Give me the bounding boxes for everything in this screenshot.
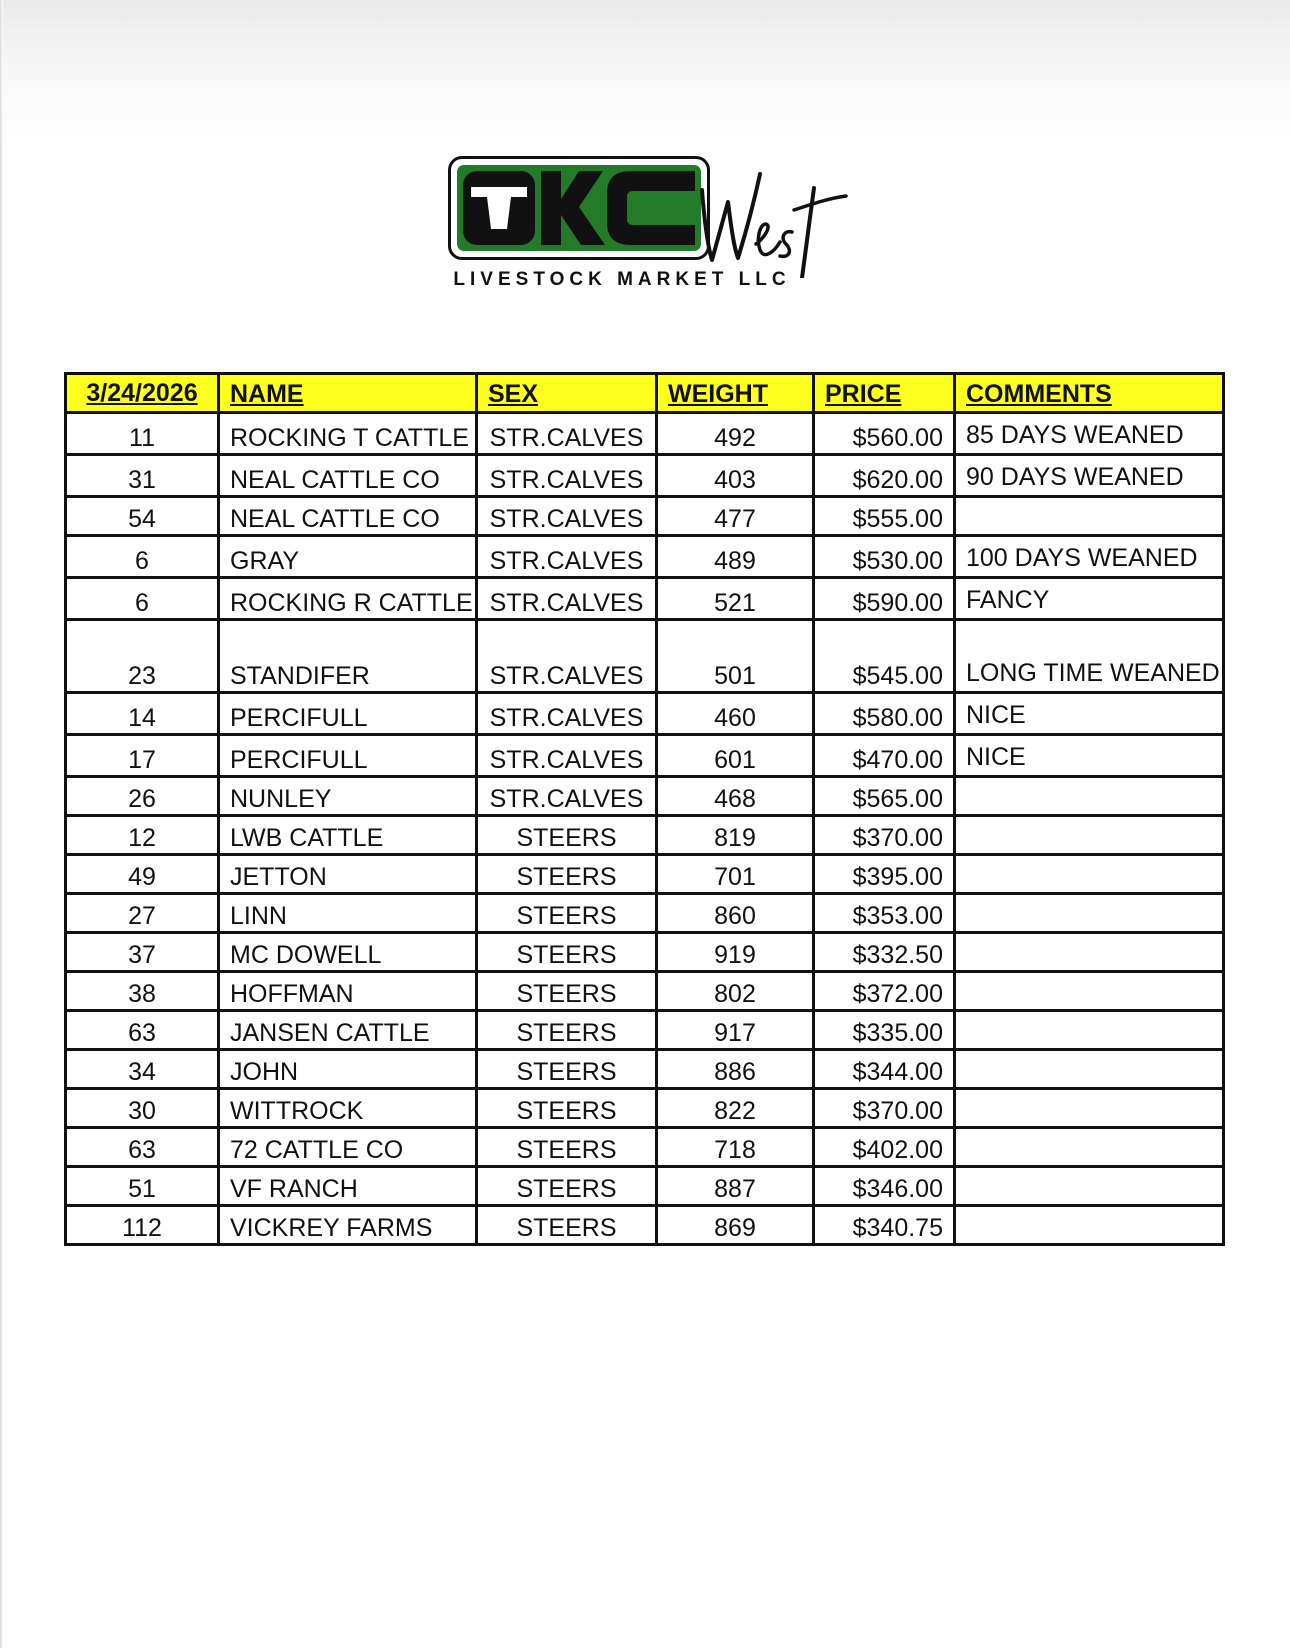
top-shadow — [0, 0, 1290, 140]
weight-cell: 919 — [657, 933, 814, 972]
table-row — [66, 1206, 1224, 1245]
sex-cell: STEERS — [477, 933, 657, 972]
sex-cell: STEERS — [477, 1167, 657, 1206]
weight-cell: 718 — [657, 1128, 814, 1167]
name-cell: NEAL CATTLE CO — [219, 497, 477, 536]
sex-cell: STR.CALVES — [477, 536, 657, 578]
name-cell: HOFFMAN — [219, 972, 477, 1011]
lot-cell: 6 — [66, 536, 219, 578]
comment-cell — [955, 894, 1224, 933]
name-cell: JANSEN CATTLE — [219, 1011, 477, 1050]
weight-cell: 468 — [657, 777, 814, 816]
table-row — [66, 536, 1224, 578]
weight-cell: 860 — [657, 894, 814, 933]
name-cell: WITTROCK — [219, 1089, 477, 1128]
table-row — [66, 777, 1224, 816]
name-cell: GRAY — [219, 536, 477, 578]
price-cell: $470.00 — [814, 735, 955, 777]
table-row — [66, 933, 1224, 972]
sex-cell: STEERS — [477, 972, 657, 1011]
weight-cell: 887 — [657, 1167, 814, 1206]
lot-cell: 11 — [66, 413, 219, 455]
sex-cell: STR.CALVES — [477, 620, 657, 693]
comment-cell: 85 DAYS WEANED — [955, 413, 1224, 455]
comment-cell — [955, 497, 1224, 536]
header-name: NAME — [219, 374, 477, 413]
sex-cell: STR.CALVES — [477, 497, 657, 536]
table-row — [66, 816, 1224, 855]
price-cell: $530.00 — [814, 536, 955, 578]
table-row — [66, 894, 1224, 933]
sex-cell: STR.CALVES — [477, 735, 657, 777]
table-row — [66, 620, 1224, 693]
weight-cell: 501 — [657, 620, 814, 693]
lot-cell: 17 — [66, 735, 219, 777]
comment-cell — [955, 972, 1224, 1011]
price-cell: $565.00 — [814, 777, 955, 816]
sex-cell: STR.CALVES — [477, 578, 657, 620]
logo-west-script-icon — [698, 168, 848, 278]
table-row — [66, 1011, 1224, 1050]
header-weight: WEIGHT — [657, 374, 814, 413]
name-cell: NUNLEY — [219, 777, 477, 816]
comment-cell: NICE — [955, 693, 1224, 735]
comment-cell: LONG TIME WEANED — [955, 620, 1224, 693]
logo-badge — [448, 156, 710, 260]
table-row — [66, 1050, 1224, 1089]
sex-cell: STEERS — [477, 1050, 657, 1089]
logo-tagline: LIVESTOCK MARKET LLC — [453, 269, 791, 290]
header-date: 3/24/2026 — [66, 374, 219, 413]
weight-cell: 819 — [657, 816, 814, 855]
name-cell: PERCIFULL — [219, 735, 477, 777]
lot-cell: 12 — [66, 816, 219, 855]
sex-cell: STR.CALVES — [477, 455, 657, 497]
price-cell: $372.00 — [814, 972, 955, 1011]
table-body — [66, 413, 1224, 1245]
header-sex: SEX — [477, 374, 657, 413]
comment-cell: NICE — [955, 735, 1224, 777]
comment-cell: 90 DAYS WEANED — [955, 455, 1224, 497]
sex-cell: STEERS — [477, 1206, 657, 1245]
sex-cell: STR.CALVES — [477, 693, 657, 735]
comment-cell — [955, 855, 1224, 894]
weight-cell: 403 — [657, 455, 814, 497]
lot-cell: 27 — [66, 894, 219, 933]
price-cell: $332.50 — [814, 933, 955, 972]
comment-cell — [955, 1167, 1224, 1206]
table-header — [66, 374, 1224, 413]
comment-cell — [955, 1206, 1224, 1245]
weight-cell: 460 — [657, 693, 814, 735]
name-cell: LWB CATTLE — [219, 816, 477, 855]
price-cell: $402.00 — [814, 1128, 955, 1167]
header-comments: COMMENTS — [955, 374, 1224, 413]
price-cell: $620.00 — [814, 455, 955, 497]
comment-cell — [955, 1089, 1224, 1128]
price-cell: $353.00 — [814, 894, 955, 933]
comment-cell — [955, 1011, 1224, 1050]
lot-cell: 6 — [66, 578, 219, 620]
okc-west-logo — [446, 154, 846, 296]
table-row — [66, 1128, 1224, 1167]
weight-cell: 489 — [657, 536, 814, 578]
logo-green-panel — [457, 165, 701, 251]
lot-cell: 23 — [66, 620, 219, 693]
price-cell: $335.00 — [814, 1011, 955, 1050]
sex-cell: STEERS — [477, 816, 657, 855]
sex-cell: STR.CALVES — [477, 413, 657, 455]
weight-cell: 917 — [657, 1011, 814, 1050]
comment-cell — [955, 777, 1224, 816]
price-cell: $580.00 — [814, 693, 955, 735]
sex-cell: STR.CALVES — [477, 777, 657, 816]
sex-cell: STEERS — [477, 894, 657, 933]
name-cell: ROCKING R CATTLE — [219, 578, 477, 620]
price-cell: $555.00 — [814, 497, 955, 536]
sale-results-table — [64, 372, 1225, 1246]
comment-cell — [955, 1050, 1224, 1089]
price-cell: $370.00 — [814, 1089, 955, 1128]
name-cell: VF RANCH — [219, 1167, 477, 1206]
price-cell: $346.00 — [814, 1167, 955, 1206]
lot-cell: 30 — [66, 1089, 219, 1128]
sex-cell: STEERS — [477, 1128, 657, 1167]
sex-cell: STEERS — [477, 1089, 657, 1128]
price-cell: $545.00 — [814, 620, 955, 693]
table-row — [66, 735, 1224, 777]
name-cell: STANDIFER — [219, 620, 477, 693]
table-row — [66, 455, 1224, 497]
table-row — [66, 855, 1224, 894]
name-cell: 72 CATTLE CO — [219, 1128, 477, 1167]
name-cell: JOHN — [219, 1050, 477, 1089]
weight-cell: 521 — [657, 578, 814, 620]
comment-cell: FANCY — [955, 578, 1224, 620]
comment-cell — [955, 933, 1224, 972]
name-cell: MC DOWELL — [219, 933, 477, 972]
lot-cell: 31 — [66, 455, 219, 497]
lot-cell: 63 — [66, 1011, 219, 1050]
table-row — [66, 1167, 1224, 1206]
table-row — [66, 497, 1224, 536]
lot-cell: 49 — [66, 855, 219, 894]
price-cell: $344.00 — [814, 1050, 955, 1089]
sex-cell: STEERS — [477, 855, 657, 894]
weight-cell: 886 — [657, 1050, 814, 1089]
table-row — [66, 1089, 1224, 1128]
price-cell: $370.00 — [814, 816, 955, 855]
comment-cell: 100 DAYS WEANED — [955, 536, 1224, 578]
lot-cell: 112 — [66, 1206, 219, 1245]
lot-cell: 14 — [66, 693, 219, 735]
price-cell: $590.00 — [814, 578, 955, 620]
sex-cell: STEERS — [477, 1011, 657, 1050]
table-row — [66, 413, 1224, 455]
lot-cell: 51 — [66, 1167, 219, 1206]
table-row — [66, 693, 1224, 735]
page-edge — [0, 0, 3, 1648]
weight-cell: 601 — [657, 735, 814, 777]
name-cell: JETTON — [219, 855, 477, 894]
lot-cell: 26 — [66, 777, 219, 816]
weight-cell: 477 — [657, 497, 814, 536]
weight-cell: 869 — [657, 1206, 814, 1245]
header-row — [66, 374, 1224, 413]
logo-okc-letters-icon — [457, 165, 701, 251]
lot-cell: 38 — [66, 972, 219, 1011]
lot-cell: 63 — [66, 1128, 219, 1167]
comment-cell — [955, 816, 1224, 855]
header-price: PRICE — [814, 374, 955, 413]
name-cell: NEAL CATTLE CO — [219, 455, 477, 497]
table-row — [66, 578, 1224, 620]
price-cell: $340.75 — [814, 1206, 955, 1245]
weight-cell: 822 — [657, 1089, 814, 1128]
lot-cell: 54 — [66, 497, 219, 536]
lot-cell: 37 — [66, 933, 219, 972]
name-cell: LINN — [219, 894, 477, 933]
name-cell: PERCIFULL — [219, 693, 477, 735]
weight-cell: 802 — [657, 972, 814, 1011]
name-cell: ROCKING T CATTLE — [219, 413, 477, 455]
name-cell: VICKREY FARMS — [219, 1206, 477, 1245]
price-cell: $560.00 — [814, 413, 955, 455]
weight-cell: 701 — [657, 855, 814, 894]
price-cell: $395.00 — [814, 855, 955, 894]
table-row — [66, 972, 1224, 1011]
comment-cell — [955, 1128, 1224, 1167]
weight-cell: 492 — [657, 413, 814, 455]
lot-cell: 34 — [66, 1050, 219, 1089]
